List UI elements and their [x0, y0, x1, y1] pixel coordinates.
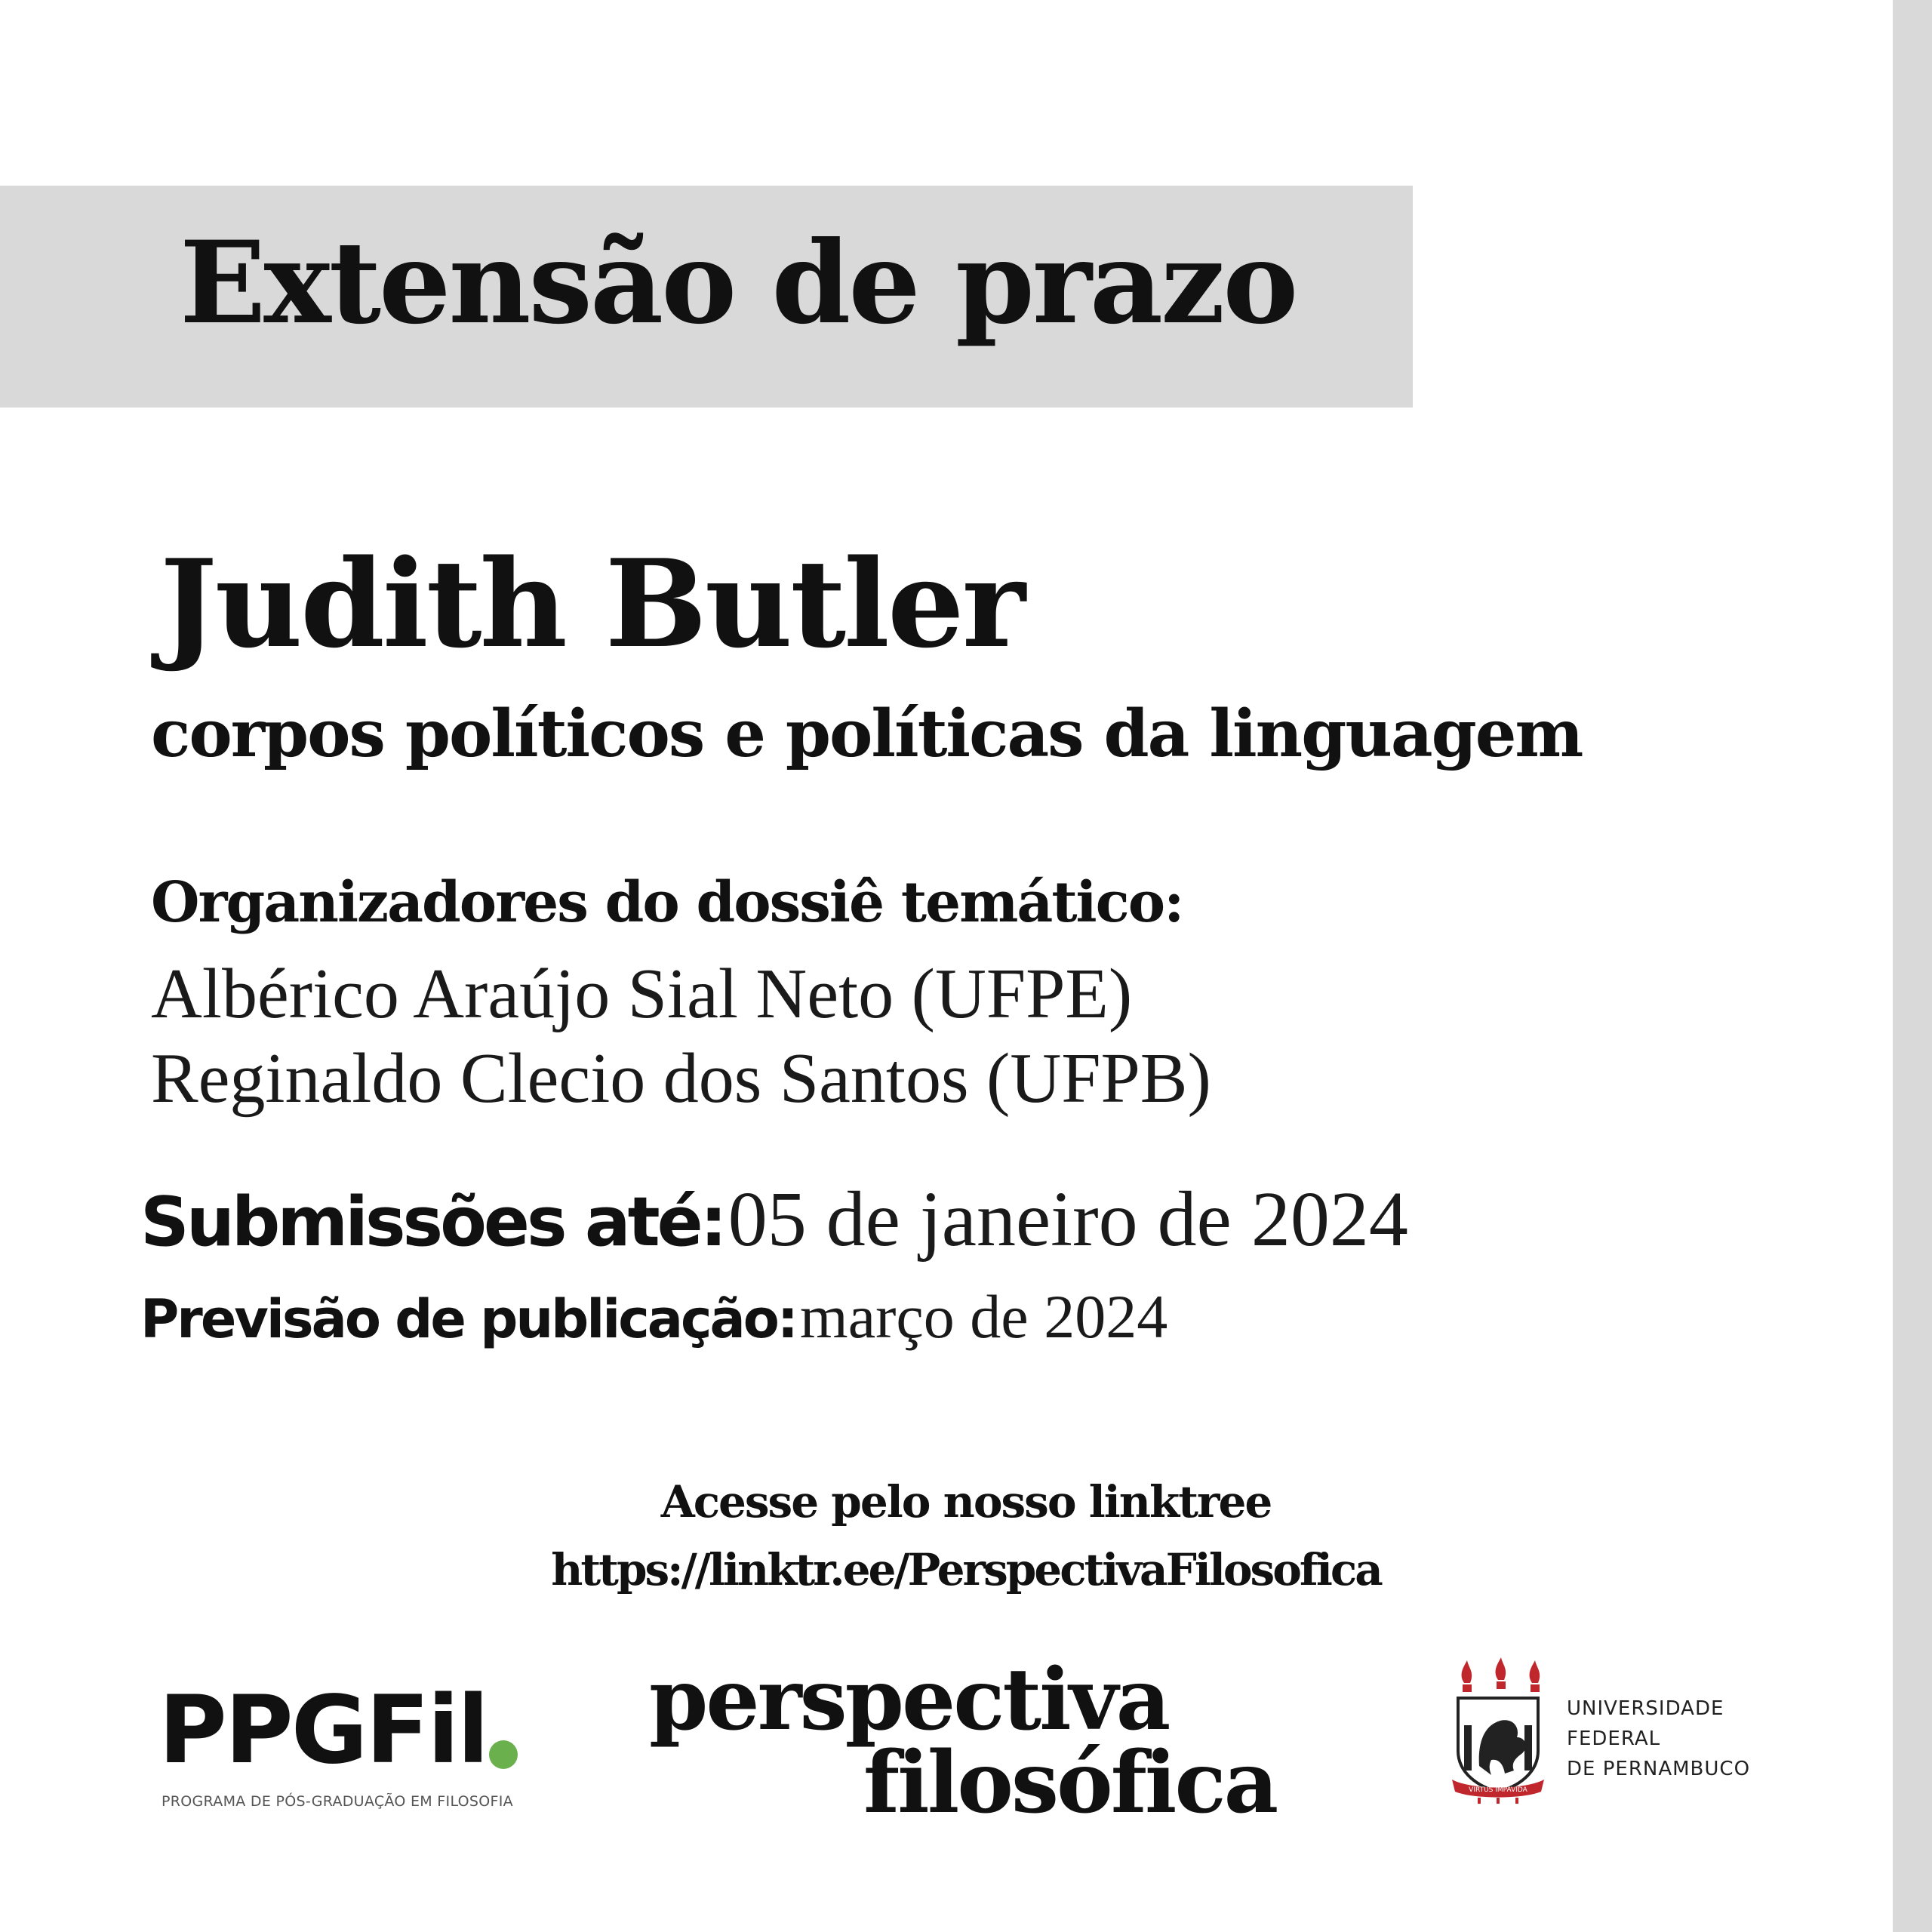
ppgfil-logo-wordmark: PPGFil — [158, 1676, 488, 1785]
perspectiva-filosofica-logo — [649, 1651, 1277, 1832]
right-side-strip — [1893, 0, 1932, 1932]
organizers-heading: Organizadores do dossiê temático: — [151, 870, 1183, 935]
ufpe-logo-line: UNIVERSIDADE — [1567, 1697, 1724, 1720]
ufpe-logo-line: FEDERAL — [1567, 1727, 1661, 1750]
ppgfil-logo — [158, 1674, 551, 1817]
organizer-name: Albérico Araújo Sial Neto (UFPE) — [151, 955, 1133, 1033]
submission-deadline-label: Submissões até: — [140, 1183, 724, 1262]
ppgfil-logo-caption: PROGRAMA DE PÓS-GRADUAÇÃO EM FILOSOFIA — [162, 1793, 513, 1810]
green-dot-icon — [489, 1740, 518, 1769]
perspectiva-logo-line1: perspectiva — [649, 1651, 1169, 1749]
publication-forecast — [140, 1275, 1168, 1375]
publication-forecast-value: março de 2024 — [799, 1282, 1168, 1351]
perspectiva-logo-line2: filosófica — [863, 1734, 1277, 1832]
submission-deadline-value: 05 de janeiro de 2024 — [728, 1176, 1408, 1263]
ufpe-logo — [1441, 1653, 1774, 1819]
ufpe-logo-line: DE PERNAMBUCO — [1567, 1758, 1751, 1780]
linktree-caption: Acesse pelo nosso linktree — [660, 1476, 1272, 1527]
ufpe-coat-of-arms-icon — [1441, 1653, 1555, 1804]
ufpe-motto: VIRTUS IMPAVIDA — [1469, 1786, 1527, 1794]
ufpe-logo-text — [1567, 1694, 1750, 1784]
dossier-subtitle: corpos políticos e políticas da linguagem — [151, 696, 1583, 772]
publication-forecast-label: Previsão de publicação: — [140, 1288, 796, 1350]
page-title: Extensão de prazo — [180, 217, 1297, 349]
organizer-name: Reginaldo Clecio dos Santos (UFPB) — [151, 1039, 1211, 1118]
dossier-name: Judith Butler — [160, 533, 1023, 675]
submission-deadline — [140, 1174, 1408, 1287]
linktree-link[interactable]: https://linktr.ee/PerspectivaFilosofica — [551, 1544, 1381, 1595]
